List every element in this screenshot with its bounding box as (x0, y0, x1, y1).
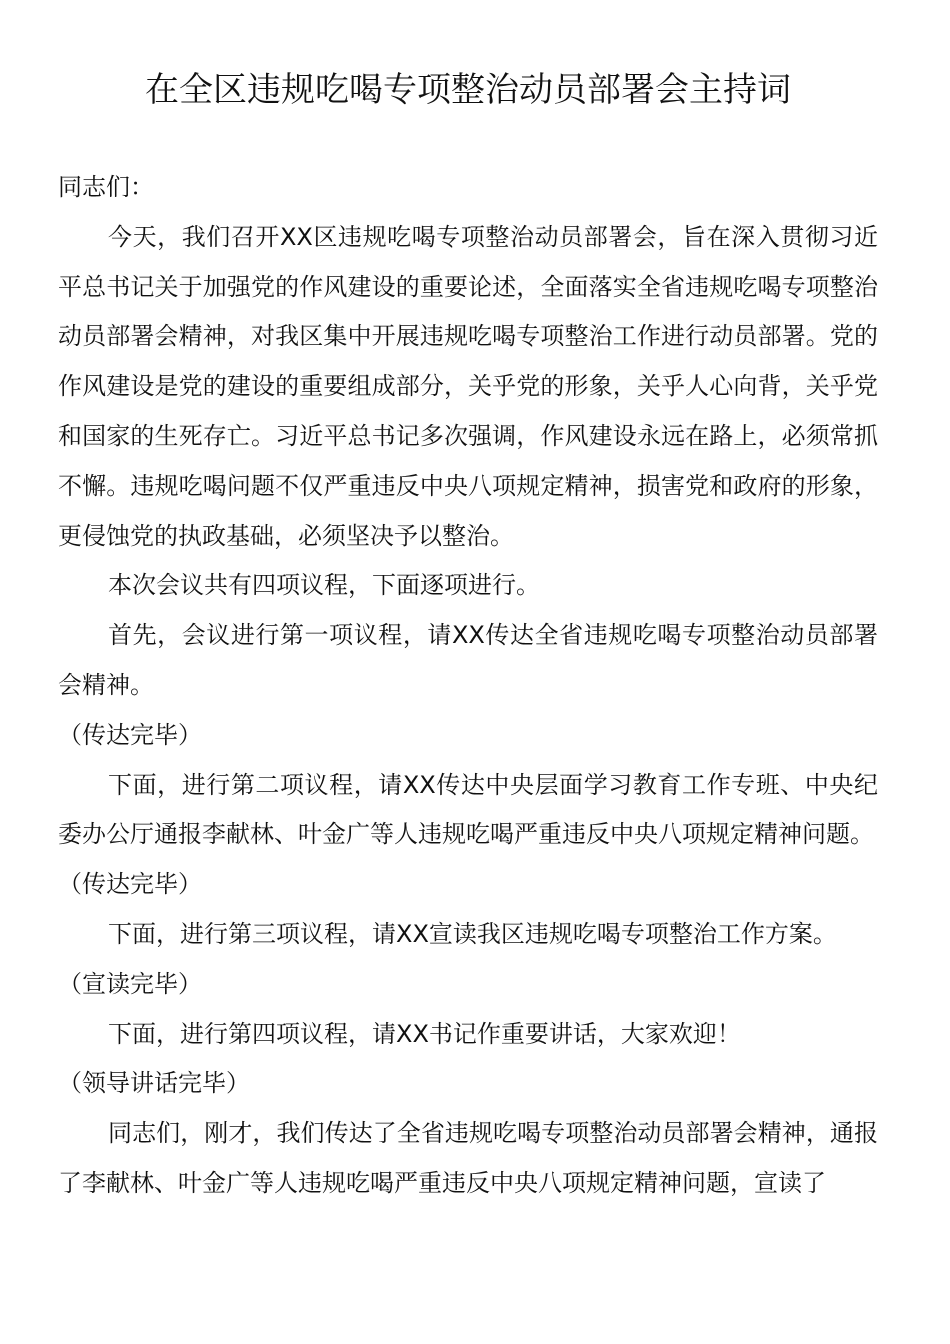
paragraph-opening: 今天，我们召开XX区违规吃喝专项整治动员部署会，旨在深入贯彻习近平总书记关于加强党的作风建设的重要论述，全面落实全省违规吃喝专项整治动员部署会精神，对我区集中开展违规吃喝专项整治工作进行动员部署。党的作风建设是党的建设的重要组成部分，关乎党的形象，关乎人心向背，关乎党和国家的生死存亡。习近平总书记多次强调，作风建设永远在路上，必须常抓不懈。违规吃喝问题不仅严重违反中央八项规定精神，损害党和政府的形象，更侵蚀党的执政基础，必须坚决予以整治。 (58, 222, 878, 550)
paragraph-summary: 同志们，刚才，我们传达了全省违规吃喝专项整治动员部署会精神，通报了李献林、叶金广等人违规吃喝严重违反中央八项规定精神问题，宣读了 (58, 1119, 878, 1197)
document-title: 在全区违规吃喝专项整治动员部署会主持词 (145, 70, 791, 110)
stage-note: （宣读完毕） (58, 969, 202, 998)
salutation: 同志们： (58, 173, 154, 201)
document-body (58, 163, 878, 1209)
paragraph-agenda-item-3: 下面，进行第三项议程，请XX宣读我区违规吃喝专项整治工作方案。 (108, 919, 837, 948)
paragraph-agenda-item-1: 首先，会议进行第一项议程，请XX传达全省违规吃喝专项整治动员部署会精神。 (58, 621, 878, 699)
stage-note: （领导讲话完毕） (58, 1069, 250, 1098)
stage-note: （传达完毕） (58, 720, 202, 749)
stage-note: （传达完毕） (58, 870, 202, 899)
paragraph-agenda-item-4: 下面，进行第四项议程，请XX书记作重要讲话，大家欢迎！ (108, 1019, 741, 1048)
paragraph-agenda-item-2: 下面，进行第二项议程，请XX传达中央层面学习教育工作专班、中央纪委办公厅通报李献林、叶金广等人违规吃喝严重违反中央八项规定精神问题。 (58, 770, 878, 849)
paragraph-agenda-intro: 本次会议共有四项议程，下面逐项进行。 (108, 571, 540, 600)
